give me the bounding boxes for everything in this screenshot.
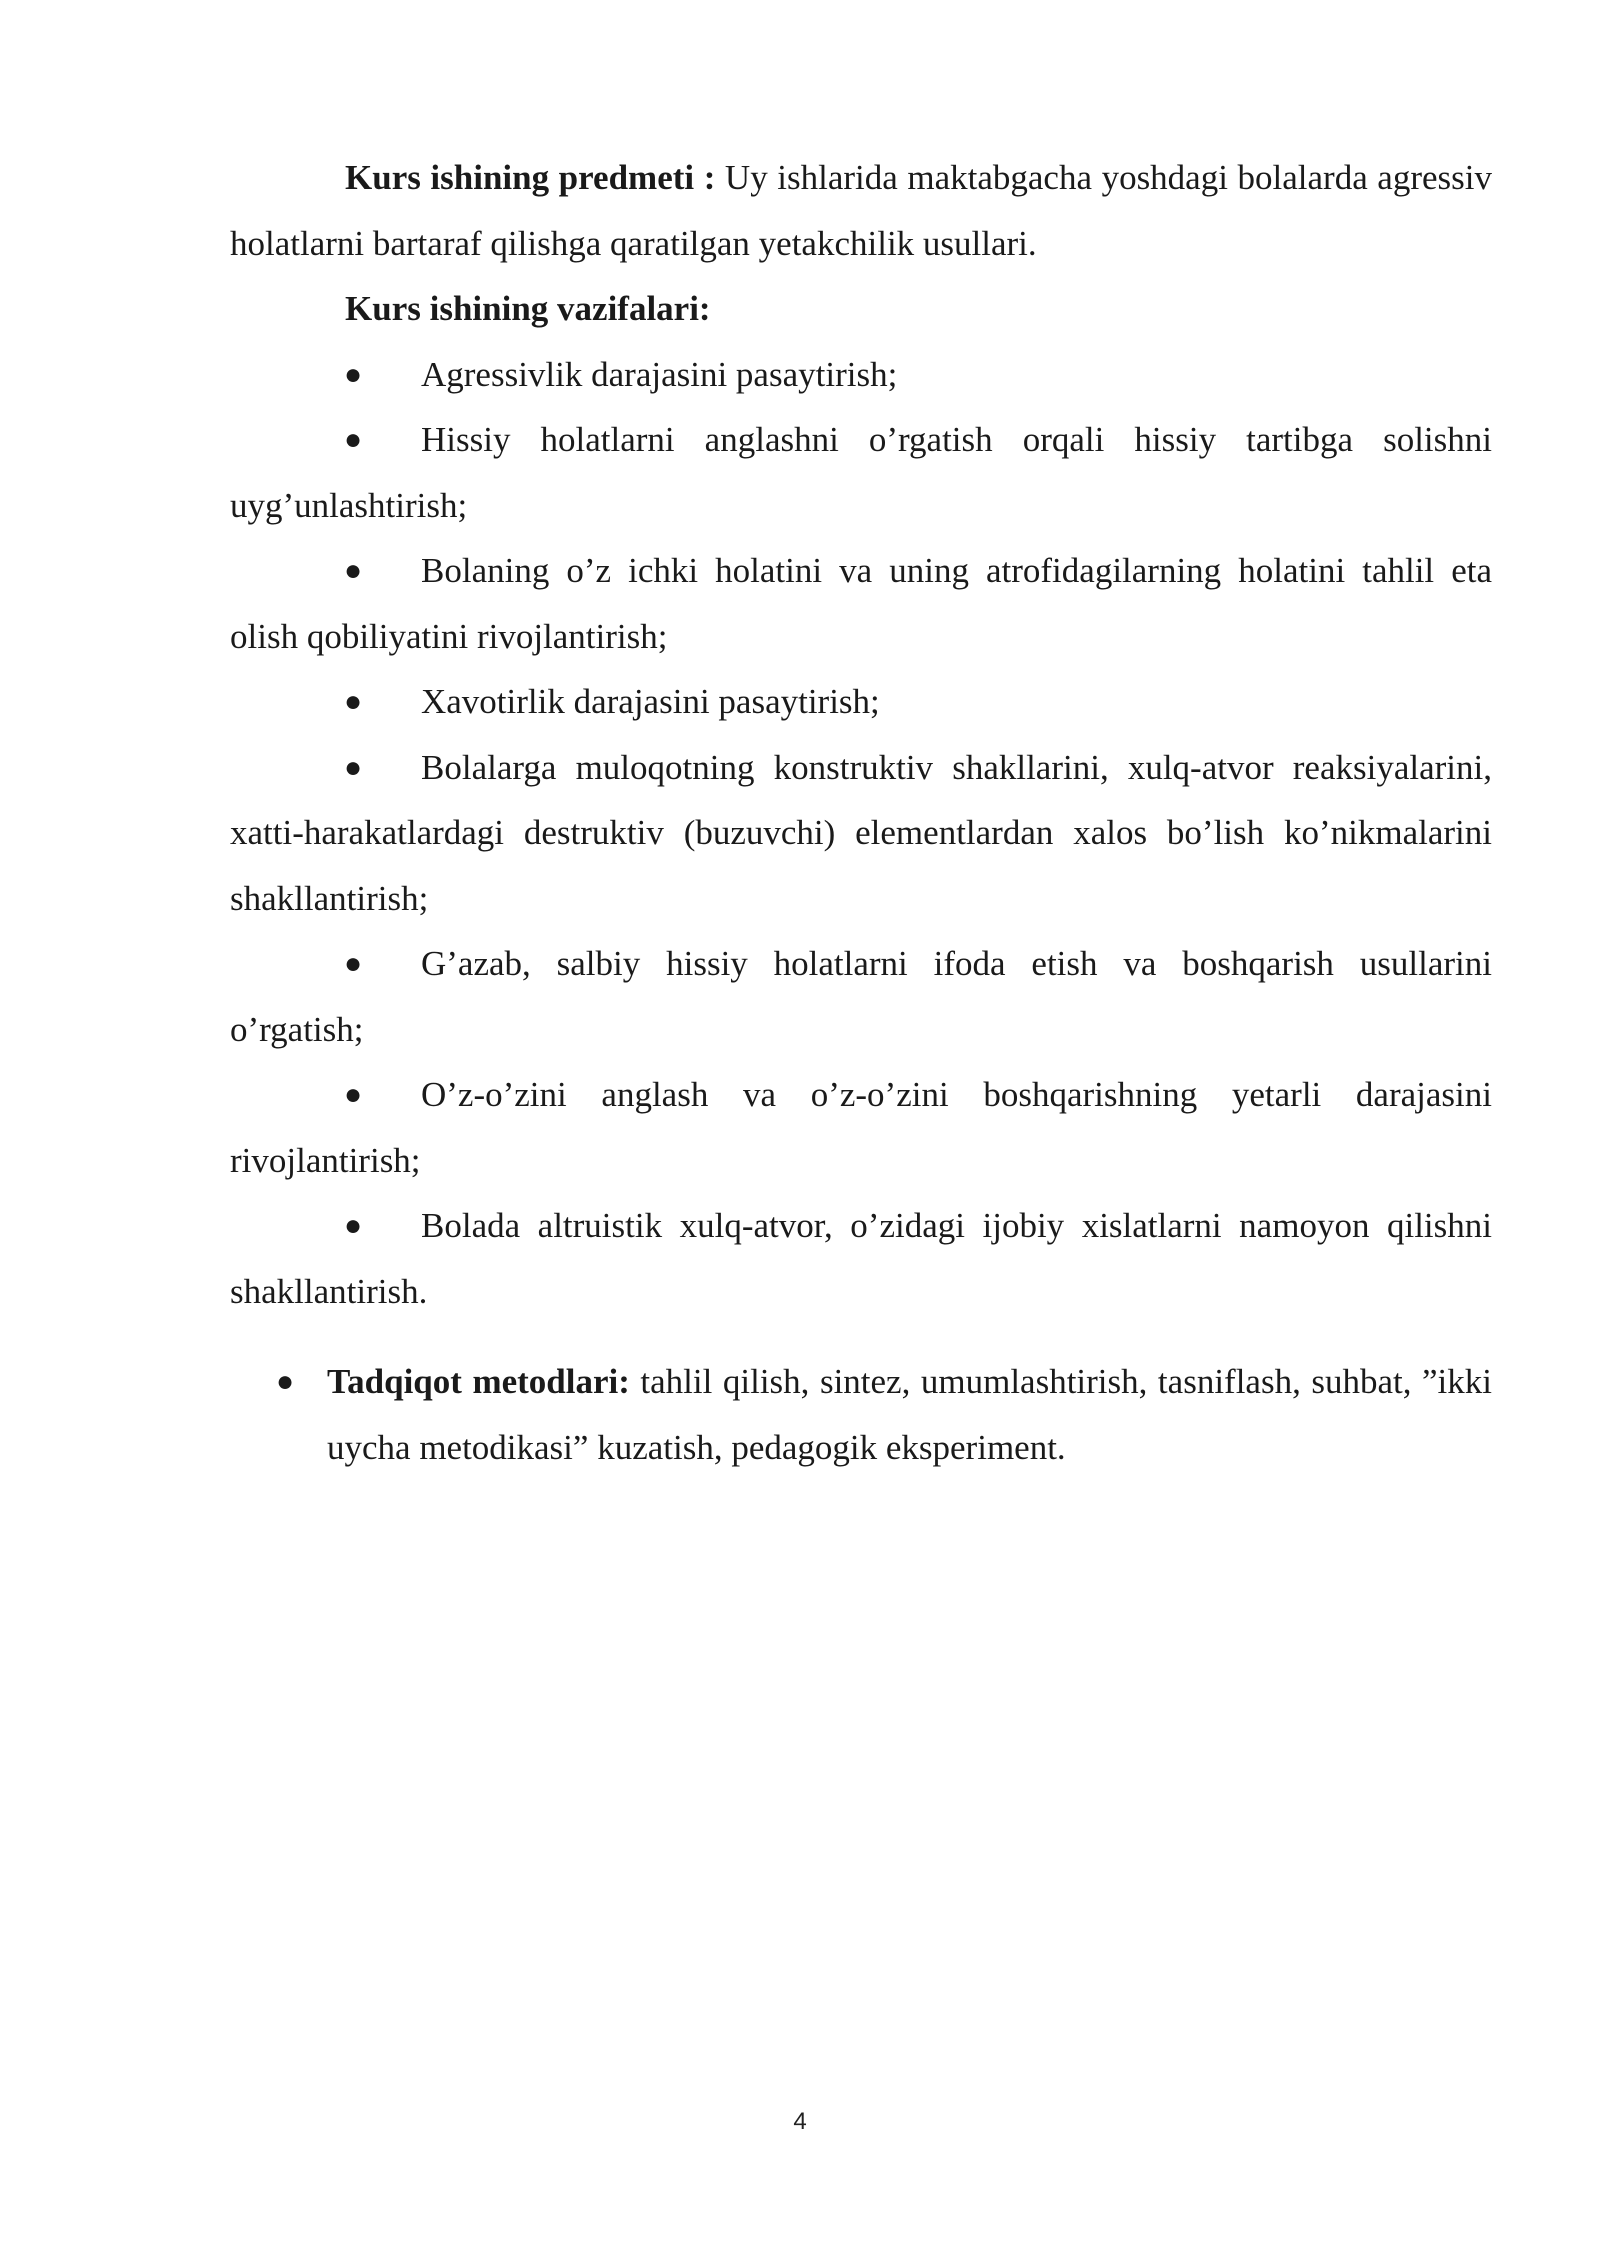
task-item (230, 931, 1492, 1062)
methods-label: Tadqiqot metodlari: (327, 1362, 630, 1401)
task-item (230, 1062, 1492, 1193)
tasks-heading: Kurs ishining vazifalari: (345, 289, 711, 328)
bullet-icon: ● (344, 750, 363, 784)
methods-text: tahlil qilish, sintez, umumlashtirish, tasniflash, suhbat, ”ikki uycha metodikasi” kuzatish, pedagogik eksperiment. (327, 1362, 1492, 1467)
task-item (230, 669, 1492, 735)
task-item-text: Xavotirlik darajasini pasaytirish; (421, 682, 880, 721)
subject-text: Uy ishlarida maktabgacha yoshdagi bolalarda agressiv holatlarni bartaraf qilishga qaratilgan yetakchilik usullari. (230, 158, 1492, 263)
task-item (230, 407, 1492, 538)
bullet-icon: ● (344, 1078, 363, 1111)
task-item-text: Bolalarga muloqotning konstruktiv shakllarini, xulq-atvor reaksiyalarini, xatti-harakatlardagi destruktiv (buzuvchi) elementlardan xalos bo’lish ko’nikmalarini shakllantirish; (230, 747, 1492, 918)
bullet-icon: ● (344, 1209, 363, 1242)
bullet-icon: ● (344, 423, 363, 456)
bullet-icon: ● (344, 947, 363, 980)
page-content (230, 145, 1492, 1480)
task-item-text: Hissiy holatlarni anglashni o’rgatish orqali hissiy tartibga solishni uyg’unlashtirish; (230, 420, 1492, 525)
methods-paragraph (230, 1349, 1492, 1480)
subject-paragraph (230, 145, 1492, 276)
bullet-icon: ● (344, 357, 363, 391)
bullet-icon: ● (344, 685, 363, 718)
page-number: 4 (793, 2108, 807, 2135)
task-item-text: G’azab, salbiy hissiy holatlarni ifoda etish va boshqarish usullarini o’rgatish; (230, 944, 1492, 1049)
task-item (230, 1193, 1492, 1324)
bullet-icon: ● (276, 1365, 295, 1398)
task-item (230, 342, 1492, 408)
bullet-icon: ● (344, 554, 363, 587)
task-item (230, 538, 1492, 669)
task-item-text: Bolada altruistik xulq-atvor, o’zidagi ijobiy xislatlarni namoyon qilishni shakllantirish. (230, 1206, 1492, 1311)
subject-label: Kurs ishining predmeti : (345, 158, 716, 197)
task-item (230, 735, 1492, 932)
task-item-text: O’z-o’zini anglash va o’z-o’zini boshqarishning yetarli darajasini rivojlantirish; (230, 1075, 1492, 1180)
task-item-text: Bolaning o’z ichki holatini va uning atrofidagilarning holatini tahlil eta olish qobiliyatini rivojlantirish; (230, 551, 1492, 656)
task-item-text: Agressivlik darajasini pasaytirish; (421, 354, 898, 394)
